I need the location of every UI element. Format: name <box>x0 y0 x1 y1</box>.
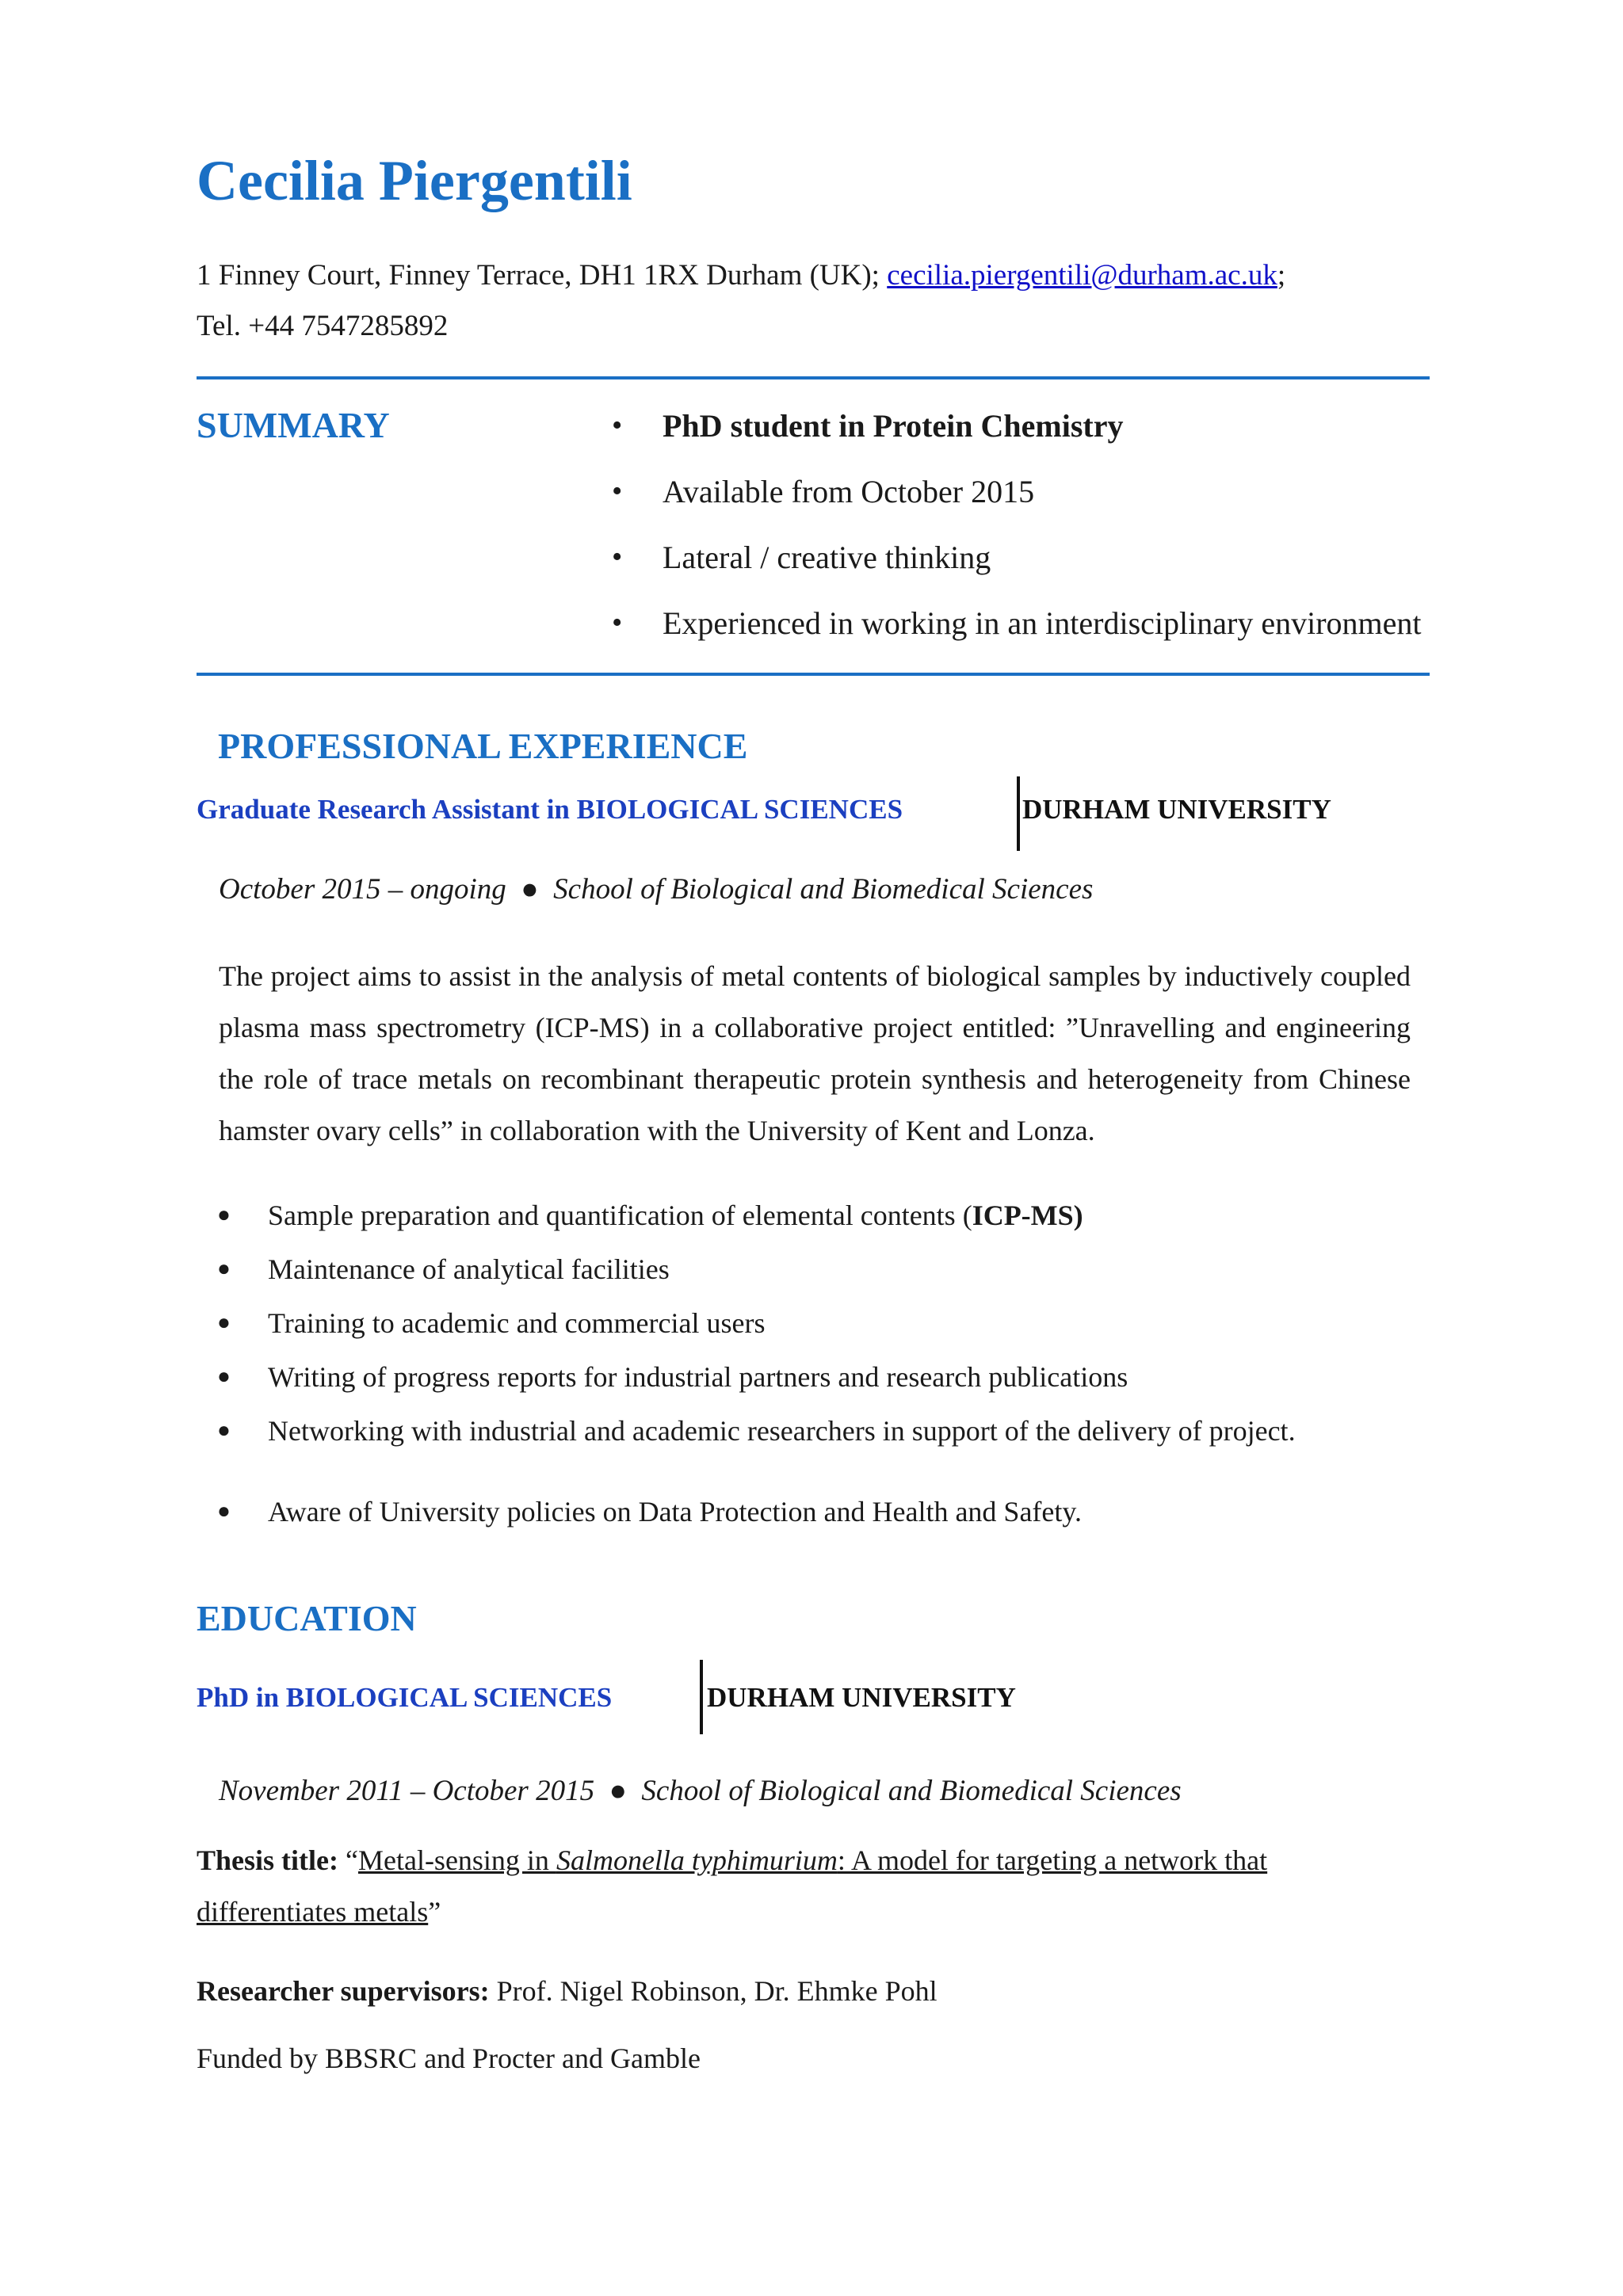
summary-item: Available from October 2015 <box>663 474 1035 509</box>
experience-bullet: Networking with industrial and academic researchers in support of the delivery of project. <box>268 1415 1296 1447</box>
divider-top <box>197 376 1430 379</box>
bullet-dot: ● <box>217 1203 231 1227</box>
thesis-label: Thesis title: <box>197 1844 338 1876</box>
education-heading: EDUCATION <box>197 1598 417 1638</box>
thesis-title: Metal-sensing in Salmonella typhimurium: A model for targeting a network that <box>357 1844 1268 1876</box>
divider-bottom <box>197 673 1430 676</box>
thesis-title-line-2: differentiates metals” <box>197 1896 441 1928</box>
phone-number: Tel. +44 7547285892 <box>197 310 449 342</box>
bullet-dot: ● <box>217 1418 231 1443</box>
address: 1 Finney Court, Finney Terrace, DH1 1RX Durham (UK); <box>197 259 888 292</box>
job-department: School of Biological and Biomedical Sciences <box>553 873 1094 906</box>
summary-item: PhD student in Protein Chemistry <box>663 408 1124 444</box>
supervisors: Prof. Nigel Robinson, Dr. Ehmke Pohl <box>489 1975 938 2007</box>
title-org-divider <box>1017 776 1020 851</box>
degree-title: PhD in BIOLOGICAL SCIENCES <box>197 1682 613 1713</box>
education-dates-line <box>219 1776 1182 1806</box>
thesis-organism: Salmonella typhimurium <box>556 1844 838 1876</box>
bullet-dot: ● <box>217 1257 231 1281</box>
bullet-dot: ● <box>217 1364 231 1389</box>
institution: DURHAM UNIVERSITY <box>707 1682 1016 1713</box>
summary-item: Lateral / creative thinking <box>663 540 991 575</box>
funding-line: Funded by BBSRC and Procter and Gamble <box>197 2042 701 2074</box>
experience-bullet: Maintenance of analytical facilities <box>268 1253 670 1285</box>
experience-heading: PROFESSIONAL EXPERIENCE <box>218 726 748 766</box>
summary-bullet: • <box>612 540 623 574</box>
experience-bullet: Aware of University policies on Data Protection and Health and Safety. <box>268 1496 1083 1527</box>
project-description: The project aims to assist in the analysis of metal contents of biological samples by inductively coupled plasma mass spectrometry (ICP-MS) in a collaborative project entitled: ”Unravelling and engineering the role of trace metals on recombinant therapeutic protein synthesis and heterogeneity from Chinese hamster ovary cells” in collaboration with the University of Kent and Lonza. <box>219 960 1411 1146</box>
summary-bullet: • <box>612 606 623 639</box>
experience-bullet: Training to academic and commercial users <box>268 1307 766 1339</box>
thesis-title-line-1: Thesis title: “Metal-sensing in Salmonella typhimurium: A model for targeting a network that <box>197 1844 1268 1876</box>
email-link[interactable]: cecilia.piergentili@durham.ac.uk <box>887 259 1277 292</box>
summary-bullet: • <box>612 409 623 442</box>
job-dates: October 2015 – ongoing <box>219 873 506 906</box>
experience-bullet: Sample preparation and quantification of elemental contents (ICP-MS) <box>268 1199 1083 1231</box>
degree-org-divider <box>700 1660 703 1734</box>
job-title: Graduate Research Assistant in BIOLOGICAL SCIENCES <box>197 794 903 825</box>
bullet-dot: ● <box>217 1499 231 1524</box>
separator-dot: ● <box>609 1775 627 1807</box>
supervisors-label: Researcher supervisors: <box>197 1975 490 2007</box>
summary-heading: SUMMARY <box>197 405 390 445</box>
summary-item: Experienced in working in an interdisciplinary environment <box>663 605 1422 641</box>
supervisors-line <box>197 1977 938 2005</box>
email-suffix: ; <box>1277 259 1286 292</box>
education-dates: November 2011 – October 2015 <box>219 1775 595 1807</box>
candidate-name: Cecilia Piergentili <box>197 149 632 212</box>
summary-bullet: • <box>612 475 623 508</box>
icp-ms-bold: ICP-MS) <box>972 1199 1083 1231</box>
education-department: School of Biological and Biomedical Sciences <box>641 1775 1182 1807</box>
job-dates-line <box>219 875 1093 904</box>
separator-dot: ● <box>521 873 539 906</box>
bullet-dot: ● <box>217 1310 231 1335</box>
employer: DURHAM UNIVERSITY <box>1022 794 1331 825</box>
experience-bullet: Writing of progress reports for industrial partners and research publications <box>268 1361 1128 1393</box>
contact-address-line <box>197 258 1285 293</box>
